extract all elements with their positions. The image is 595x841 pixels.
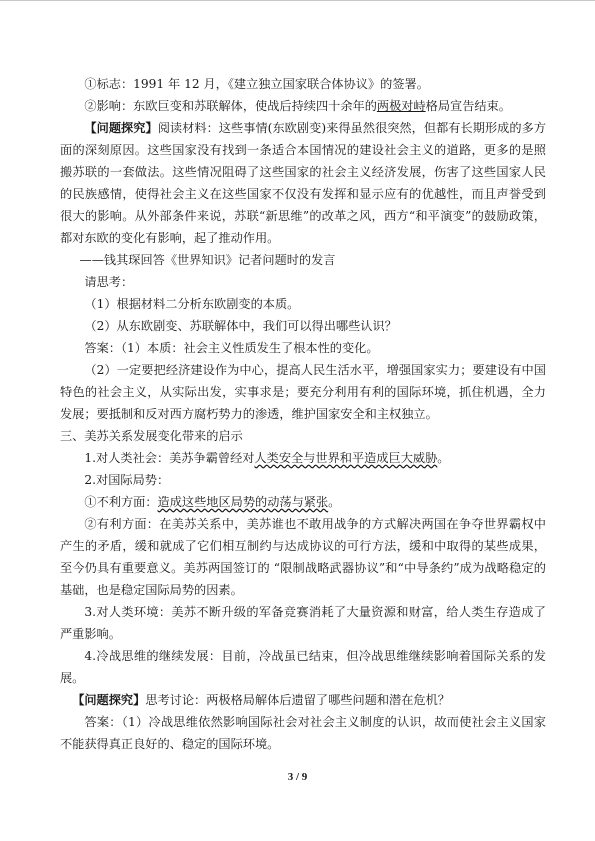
item-1-post: 。 [437,451,450,465]
inquiry-label: 【问题探究】 [84,121,158,135]
question-1: （1）根据材料二分析东欧剧变的本质。 [84,297,300,311]
unfavorable-item [60,491,546,513]
answer-3: 答案：（1）冷战思维依然影响国际社会对社会主义制度的认识，故而使社会主义国家不能获得真正良好的、稳定的国际环境。 [60,715,546,751]
section-heading: 三、美苏关系发展变化带来的启示 [60,429,243,443]
item-1-pre: 1.对人类社会：美苏争霸曾经对 [84,451,255,465]
header-rule [0,0,595,1]
quote-source: ——钱其琛回答《世界知识》记者问题时的发言 [79,253,336,267]
inspiration-item-2: 2.对国际局势： [84,473,170,487]
collapse-impact-item [60,95,546,117]
think-label: 请思考： [84,275,134,289]
collapse-sign-item: ①标志：1991 年 12 月，《建立独立国家联合体协议》的签署。 [84,77,429,91]
inquiry-paragraph [60,117,546,249]
unfavorable-pre: ①不利方面： [84,495,158,509]
impact-text-pre: ②影响：东欧巨变和苏联解体，使战后持续四十余年的 [84,99,377,113]
wavy-term-1: 人类安全与世界和平造成巨大威胁 [254,451,438,465]
inquiry-label-2: 【问题探究】 [72,693,146,707]
underlined-term: 两极对峙 [376,99,426,113]
question-2: （2）从东欧剧变、苏联解体中，我们可以得出哪些认识？ [84,319,397,333]
document-body [60,73,546,755]
answer-2: （2）一定要把经济建设作为中心，提高人民生活水平，增强国家实力；要建设有中国特色的社会主义，从实际出发，实事求是；要充分利用有利的国际环境，抓住机遇，全力发展；要抵制和反对西方腐朽势力的渗透，维护国家安全和主权独立。 [60,363,546,421]
wavy-term-2: 造成这些地区局势的动荡与紧张 [157,495,329,509]
answer-1: 答案：（1）本质：社会主义性质发生了根本性的变化。 [84,341,379,355]
inquiry-paragraph-2 [60,689,546,711]
inquiry-text: 阅读材料：这些事情(东欧剧变)来得虽然很突然，但都有长期形成的多方面的深刻原因。这些国家没有找到一条适合本国情况的建设社会主义的道路，更多的是照搬苏联的一套做法。这些情况阻碍了这些国家的社会主义经济发展，伤害了这些国家人民的民族感情，使得社会主义在这些国家不仅没有发挥和显示应有的优越性，而且声誉受到很大的影响。从外部条件来说，苏联“新思维”的改革之风，西方“和平演变”的鼓励政策，都对东欧的变化有影响，起了推动作用。 [60,121,546,245]
page-number: 3 / 9 [287,771,308,783]
impact-text-post: 格局宣告结束。 [425,99,511,113]
inspiration-item-1 [60,447,546,469]
inspiration-item-4: 4.冷战思维的继续发展：目前，冷战虽已结束，但冷战思维继续影响着国际关系的发展。 [60,649,546,685]
favorable-item: ②有利方面：在美苏关系中，美苏谁也不敢用战争的方式解决两国在争夺世界霸权中产生的矛盾，缓和就成了它们相互制约与达成协议的可行方法，缓和中取得的某些成果，至今仍具有重要意义。美苏两国签订的 “限制战略武器协议”和“中导条约”成为战略稳定的基础，也是稳定国际局势的因素。 [60,517,546,597]
unfavorable-post: 。 [328,495,341,509]
inspiration-item-3: 3.对人类环境：美苏不断升级的军备竞赛消耗了大量资源和财富，给人类生存造成了严重影响。 [60,605,546,641]
inquiry-text-2: 思考讨论：两极格局解体后遗留了哪些问题和潜在危机？ [145,693,450,707]
